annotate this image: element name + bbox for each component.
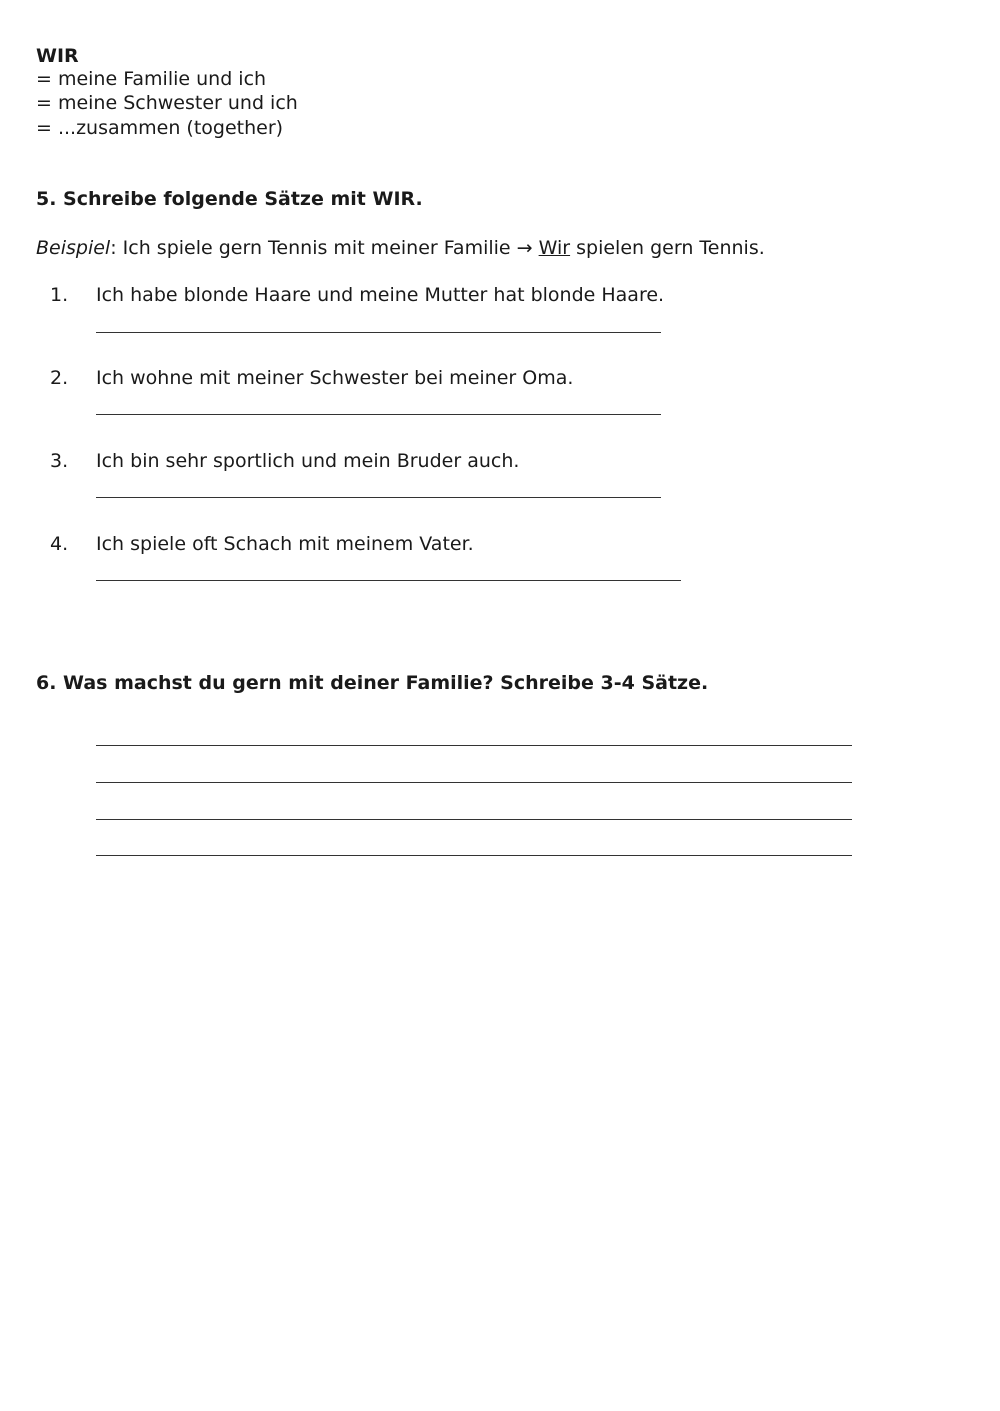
exercise-6-title: 6. Was machst du gern mit deiner Familie? Schreibe 3-4 Sätze. (36, 672, 709, 694)
example-answer-rest: spielen gern Tennis. (570, 237, 765, 259)
exercise-6-answer-line-2[interactable] (96, 782, 852, 783)
wir-definition-1: = meine Familie und ich (36, 68, 267, 90)
example-colon: : (110, 237, 117, 259)
item-2-text: Ich wohne mit meiner Schwester bei meiner Oma. (96, 367, 574, 389)
item-4-number: 4. (50, 533, 69, 555)
exercise-5-title: 5. Schreibe folgende Sätze mit WIR. (36, 188, 423, 210)
example-sentence (36, 236, 765, 260)
exercise-6-answer-line-3[interactable] (96, 819, 852, 820)
item-4-text: Ich spiele oft Schach mit meinem Vater. (96, 533, 474, 555)
exercise-6-answer-line-1[interactable] (96, 745, 852, 746)
example-text: Ich spiele gern Tennis mit meiner Familie → (116, 237, 539, 259)
item-3-answer-line[interactable] (96, 497, 661, 498)
item-2-number: 2. (50, 367, 69, 389)
example-label: Beispiel (36, 237, 111, 259)
exercise-6-answer-line-4[interactable] (96, 855, 852, 856)
item-1-text: Ich habe blonde Haare und meine Mutter hat blonde Haare. (96, 284, 665, 306)
item-3-number: 3. (50, 450, 69, 472)
item-1-answer-line[interactable] (96, 332, 661, 333)
item-4-answer-line[interactable] (96, 580, 681, 581)
item-2-answer-line[interactable] (96, 414, 661, 415)
wir-heading: WIR (36, 45, 79, 67)
wir-definition-2: = meine Schwester und ich (36, 92, 298, 114)
wir-definition-3: = ...zusammen (together) (36, 117, 284, 139)
item-1-number: 1. (50, 284, 69, 306)
example-answer-word: Wir (538, 237, 571, 259)
item-3-text: Ich bin sehr sportlich und mein Bruder auch. (96, 450, 520, 472)
